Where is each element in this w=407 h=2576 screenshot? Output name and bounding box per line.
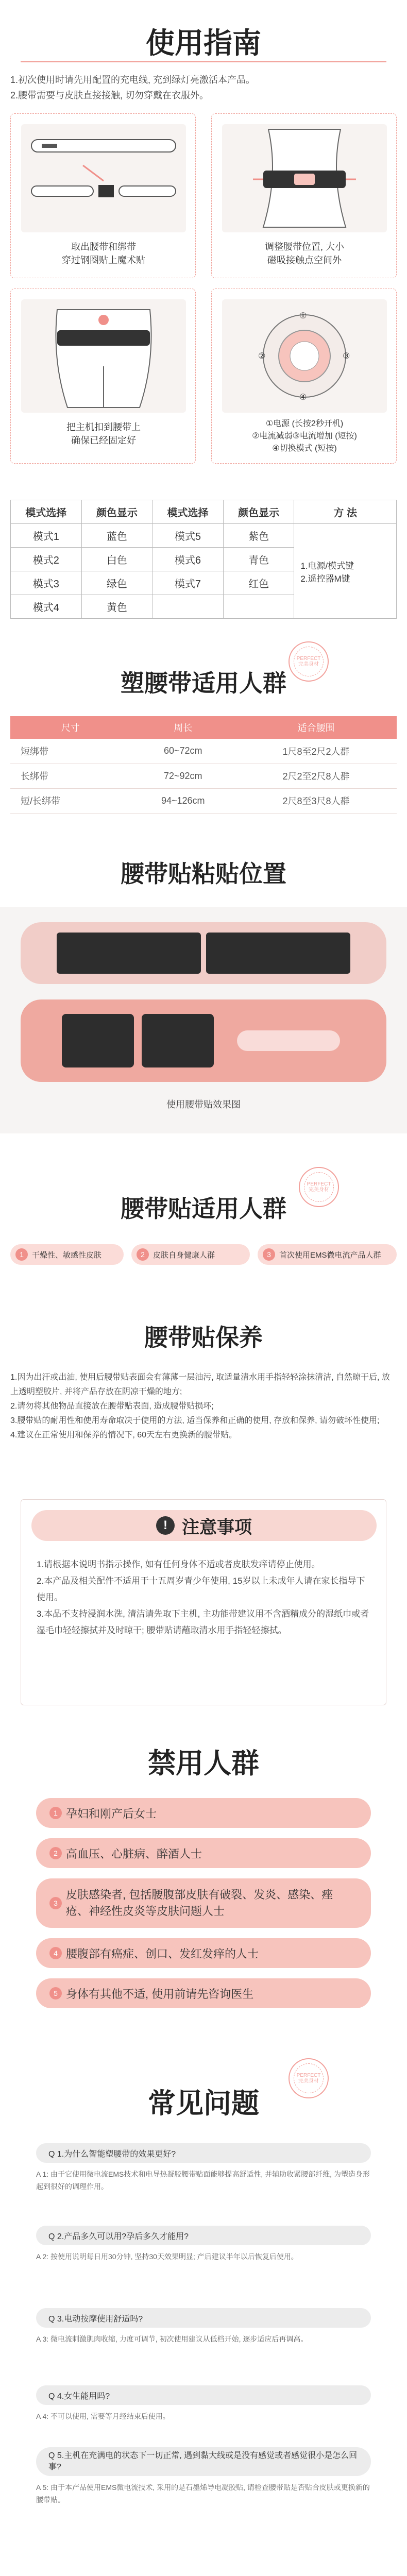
header-waist: 适合腰围 xyxy=(235,716,397,739)
number-badge: 5 xyxy=(49,1987,62,1999)
faq-answer: A 4: 不可以使用, 需要等月经结束后使用。 xyxy=(36,2412,170,2420)
usage-guide-section xyxy=(0,0,407,495)
step-card-1 xyxy=(10,113,196,278)
step-caption-1: 取出腰带和绑带 穿过钢圈贴上魔术贴 xyxy=(62,242,145,265)
faq-item-1 xyxy=(36,2143,371,2193)
waist-cell: 2尺8至3尺8人群 xyxy=(235,788,397,813)
mode-table-header xyxy=(11,500,397,524)
faq-question: Q 2.产品多久可以用?孕后多久才能用? xyxy=(36,2226,371,2245)
faq-answer: A 5: 由于本产品使用EMS微电流技术, 采用的是石墨烯导电凝胶贴, 请检查腰带贴是否贴合皮肤或更换新的腰带贴。 xyxy=(36,2483,370,2504)
color-cell: 紫色 xyxy=(223,524,294,548)
gel-pad-right xyxy=(206,933,350,974)
header-size: 尺寸 xyxy=(10,716,130,739)
mode-table-section xyxy=(0,495,407,623)
forbidden-item-4 xyxy=(36,1938,371,1968)
usage-step-1: 1.初次使用时请先用配置的充电线, 充到绿灯亮激活本产品。 xyxy=(10,75,256,85)
table-row xyxy=(10,739,397,764)
faq-question: Q 5.主机在充满电的状态下一切正常, 遇到黏大线或是没有感觉或者感觉很小是怎么回事? xyxy=(36,2447,371,2476)
notice-box xyxy=(21,1499,386,1705)
forbidden-item-3 xyxy=(36,1878,371,1928)
faq-answer: A 2: 按使用说明每日用30分钟, 坚持30天效果明显; 产后建议半年以后恢复后使用。 xyxy=(36,2252,298,2261)
faq-question: Q 1.为什么智能塑腰带的效果更好? xyxy=(36,2143,371,2163)
usage-steps xyxy=(10,72,397,103)
button-label-1: ① xyxy=(299,312,307,320)
pill-text: 首次使用EMS微电流产品人群 xyxy=(279,1250,381,1260)
faq-answer: A 1: 由于它使用微电流EMS技术和电导热凝胶腰带贴面能够提高舒适性, 并辅助收紧腰部纤维, 为塑造身形起到很好的调理作用。 xyxy=(36,2170,370,2191)
step-caption-2: 调整腰带位置, 大小 磁吸接触点空间外 xyxy=(264,242,344,265)
number-badge: 1 xyxy=(49,1807,62,1819)
faq-item-3 xyxy=(36,2308,371,2345)
mode-cell: 模式6 xyxy=(152,548,224,571)
position-caption: 使用腰带贴效果图 xyxy=(166,1099,241,1110)
suitable-pill-1 xyxy=(10,1244,124,1265)
length-cell: 94~126cm xyxy=(130,788,235,813)
suitable-pill-2 xyxy=(131,1244,250,1265)
button-label-2: ② xyxy=(258,352,266,361)
faq-question: Q 4.女生能用吗? xyxy=(36,2385,371,2405)
fit-table-header xyxy=(10,716,397,739)
faq-question: Q 3.电动按摩使用舒适吗? xyxy=(36,2308,371,2328)
color-cell: 青色 xyxy=(223,548,294,571)
position-title: 腰带贴粘贴位置 xyxy=(121,860,286,888)
header-length: 周长 xyxy=(130,716,235,739)
number-badge: 2 xyxy=(49,1847,62,1859)
mode-cell: 模式2 xyxy=(11,548,82,571)
step-card-4 xyxy=(211,289,397,464)
hip-body-icon xyxy=(21,299,186,413)
forbidden-text: 孕妇和刚产后女士 xyxy=(66,1807,157,1820)
notice-title: 注意事项 xyxy=(182,1517,252,1537)
belt-buckle xyxy=(237,1030,340,1051)
forbidden-text: 身体有其他不适, 使用前请先咨询医生 xyxy=(66,1987,254,2001)
care-item-2: 2.请勿将其他物品直接放在腰带贴表面, 造成腰带贴损坏; xyxy=(10,1402,214,1411)
gel-pad-left xyxy=(57,933,201,974)
care-item-1: 1.因为出汗或出油, 使用后腰带贴表面会有薄薄一层油污, 取适量清水用手指轻轻涂抹清洁, 自然晾干后, 放上透明塑胶片, 并将产品存放在阴凉干燥的地方; xyxy=(10,1373,390,1396)
forbidden-item-5 xyxy=(36,1978,371,2008)
pill-text: 干燥性、敏感性皮肤 xyxy=(32,1250,102,1260)
position-illustration xyxy=(0,907,407,1133)
number-badge: 4 xyxy=(49,1947,62,1959)
step-card-3 xyxy=(10,289,196,464)
belt-strap-illustration xyxy=(21,124,186,232)
faq-item-2 xyxy=(36,2226,371,2263)
warning-icon: ! xyxy=(156,1516,175,1535)
mode-cell: 模式3 xyxy=(11,571,82,595)
waist-cell: 1尺8至2尺2人群 xyxy=(235,739,397,764)
mode-cell: 模式5 xyxy=(152,524,224,548)
size-cell: 长绑带 xyxy=(10,764,130,788)
faq-answer: A 3: 微电流刺激肌肉收缩, 力度可调节, 初次使用建议从低档开始, 逐步适应后再调高。 xyxy=(36,2335,308,2343)
mode-table xyxy=(10,500,397,619)
pill-text: 皮肤自身健康人群 xyxy=(153,1250,215,1260)
forbidden-item-1 xyxy=(36,1798,371,1828)
notice-section xyxy=(0,1499,407,1716)
forbidden-text: 腰腹部有癌症、创口、发红发痒的人士 xyxy=(66,1947,259,1960)
care-item-4: 4.建议在正常使用和保养的情况下, 60天左右更换新的腰带贴。 xyxy=(10,1431,238,1439)
button-label-3: ③ xyxy=(343,352,350,361)
faq-title: 常见问题 xyxy=(148,2087,259,2120)
care-section xyxy=(0,1309,407,1484)
color-cell xyxy=(223,595,294,619)
forbidden-text: 高血压、心脏病、醉酒人士 xyxy=(66,1847,202,1860)
number-badge: 3 xyxy=(49,1897,62,1909)
number-badge: 2 xyxy=(137,1248,149,1261)
number-badge: 3 xyxy=(263,1248,275,1261)
controller-illustration xyxy=(222,299,387,413)
faq-stamp-text: PERFECT 完美身材 xyxy=(294,2063,324,2093)
waist-body-icon xyxy=(222,124,387,232)
mode-cell xyxy=(152,595,224,619)
waist-cell: 2尺2至2尺8人群 xyxy=(235,764,397,788)
header-mode-2: 模式选择 xyxy=(152,500,224,524)
header-mode-1: 模式选择 xyxy=(11,500,82,524)
belt-strap-icon xyxy=(21,124,186,232)
gel-pad-2 xyxy=(142,1014,214,1067)
usage-guide-title: 使用指南 xyxy=(146,26,261,60)
header-color-2: 颜色显示 xyxy=(223,500,294,524)
forbidden-section xyxy=(0,1721,407,2050)
fit-title: 塑腰带适用人群 xyxy=(121,669,286,697)
mode-cell: 模式7 xyxy=(152,571,224,595)
waist-fit-illustration xyxy=(222,124,387,232)
faq-section xyxy=(0,2056,407,2571)
color-cell: 黄色 xyxy=(81,595,152,619)
color-cell: 红色 xyxy=(223,571,294,595)
position-section xyxy=(0,845,407,1144)
number-badge: 1 xyxy=(15,1248,28,1261)
header-method: 方 法 xyxy=(294,500,397,524)
forbidden-title: 禁用人群 xyxy=(148,1747,259,1780)
care-item-3: 3.腰带贴的耐用性和使用寿命取决于使用的方法, 适当保养和正确的使用, 存放和保养, 请勿破坏性使用; xyxy=(10,1416,380,1425)
fit-section xyxy=(0,639,407,829)
color-cell: 绿色 xyxy=(81,571,152,595)
host-mount-illustration xyxy=(21,299,186,413)
gel-pad-1 xyxy=(62,1014,134,1067)
length-cell: 60~72cm xyxy=(130,739,235,764)
table-row xyxy=(10,788,397,813)
faq-item-5 xyxy=(36,2447,371,2506)
suitable-pill-3 xyxy=(258,1244,397,1265)
table-row xyxy=(11,524,397,548)
care-list xyxy=(10,1370,397,1443)
faq-item-4 xyxy=(36,2385,371,2422)
suitable-section xyxy=(0,1159,407,1293)
table-row xyxy=(10,764,397,788)
title-divider xyxy=(21,61,386,62)
header-color-1: 颜色显示 xyxy=(81,500,152,524)
suitable-title: 腰带贴适用人群 xyxy=(121,1195,286,1223)
mode-cell: 模式1 xyxy=(11,524,82,548)
suitable-stamp-text: PERFECT 完美身材 xyxy=(304,1172,334,1202)
step-caption-3: 把主机扣到腰带上 确保已经固定好 xyxy=(66,422,141,446)
notice-item-1: 1.请根据本说明书指示操作, 如有任何身体不适或者皮肤发痒请停止使用。 xyxy=(37,1560,320,1569)
notice-header xyxy=(31,1510,377,1541)
stamp-text: PERFECT 完美身材 xyxy=(294,647,324,676)
step-caption-4: ①电源 (长按2秒开机) ②电流减弱③电流增加 (短按) ④切换模式 (短按) xyxy=(252,419,357,453)
color-cell: 白色 xyxy=(81,548,152,571)
notice-item-2: 2.本产品及相关配件不适用于十五周岁青少年使用, 15岁以上未成年人请在家长指导下使用。 xyxy=(37,1576,365,1602)
notice-list xyxy=(37,1556,371,1639)
size-cell: 短/长绑带 xyxy=(10,788,130,813)
color-cell: 蓝色 xyxy=(81,524,152,548)
forbidden-item-2 xyxy=(36,1838,371,1868)
care-title: 腰带贴保养 xyxy=(144,1324,263,1351)
usage-step-2: 2.腰带需要与皮肤直接接触, 切勿穿戴在衣服外。 xyxy=(10,90,209,100)
button-label-4: ④ xyxy=(299,393,307,402)
forbidden-text: 皮肤感染者, 包括腰腹部皮肤有破裂、发炎、感染、痤疮、神经性皮炎等皮肤问题人士 xyxy=(66,1888,333,1918)
size-cell: 短绑带 xyxy=(10,739,130,764)
method-cell: 1.电源/模式键 2.遥控器M键 xyxy=(294,524,397,619)
step-card-2 xyxy=(211,113,397,278)
length-cell: 72~92cm xyxy=(130,764,235,788)
fit-table xyxy=(10,716,397,814)
mode-cell: 模式4 xyxy=(11,595,82,619)
notice-item-3: 3.本品不支持浸润水洗, 清洁请先取下主机, 主功能带建议用不含酒精成分的湿纸巾或者湿毛巾轻轻擦拭并及时晾干; 腰带贴请蘸取清水用手指轻轻擦拭。 xyxy=(37,1609,369,1635)
